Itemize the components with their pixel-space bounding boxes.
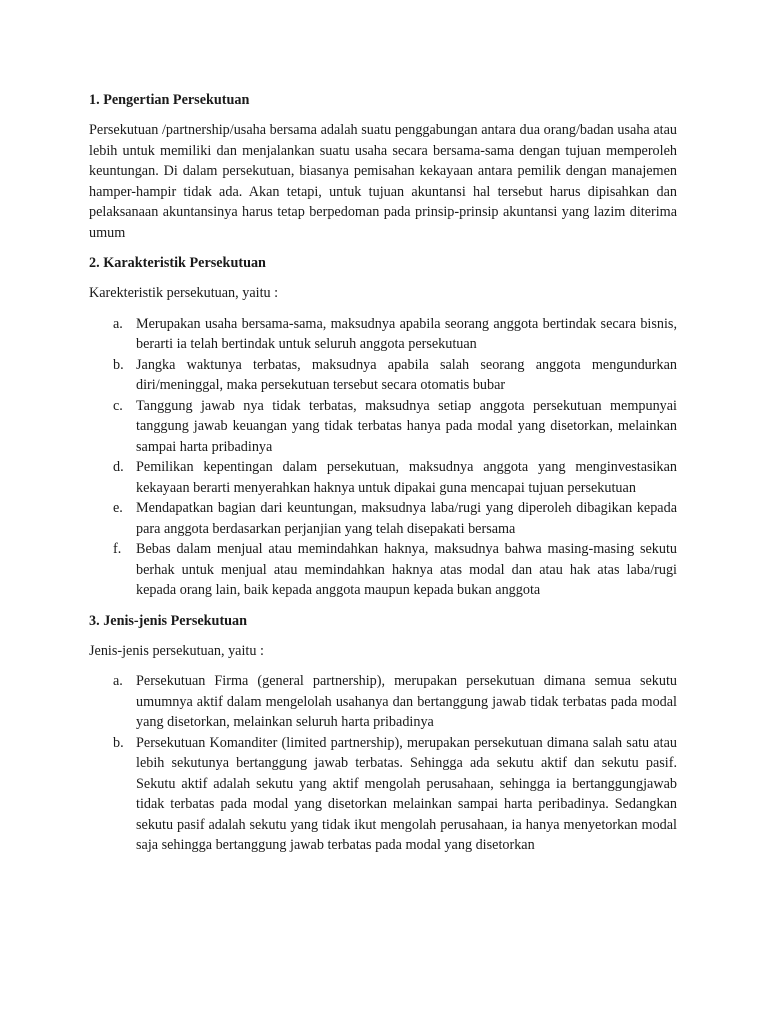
list-item — [89, 457, 677, 498]
section-intro: Karekteristik persekutuan, yaitu : — [89, 285, 279, 301]
list-marker: a. — [113, 315, 123, 332]
list-item-text: Pemilikan kepentingan dalam persekutuan, maksudnya anggota yang menginvestasikan kekayaan berarti menyerahkan haknya untuk dipakai guna mencapai tujuan persekutuan — [136, 459, 677, 496]
list-marker: a. — [113, 673, 123, 689]
list-marker: d. — [113, 459, 124, 475]
list-item — [89, 539, 677, 601]
section-pengertian — [89, 90, 677, 243]
list-item-text: Persekutuan Firma (general partnership), merupakan persekutuan dimana semua sekutu umumnya aktif dalam mengelolah usahanya dan bertanggung jawab tidak terbatas pada modal yang disetorkan, melainkan seluruh harta pribadinya — [136, 673, 677, 730]
list-item — [89, 314, 677, 355]
list-item — [89, 355, 677, 396]
list-marker: b. — [113, 734, 124, 751]
list-item-text: Persekutuan Komanditer (limited partnership), merupakan persekutuan dimana salah satu atau lebih sekutunya bertanggung jawab terbatas. Sehingga ada sekutu aktif dan sekutu pasif. Sekutu aktif adalah sekutu yang aktif mengolah perusahaan, sehingga ia bertanggungjawab tidak terbatas pada modal yang disetorkan melainkan sampai harta peribadinya. Sedangkan sekutu pasif adalah sekutu yang tidak ikut mengolah perusahaan, ia hanya menyetorkan modal saja sehingga bertanggung jawab terbatas pada modal yang disetorkan — [136, 734, 677, 853]
list-item — [89, 733, 677, 856]
characteristics-list — [89, 314, 677, 601]
section-heading: 1. Pengertian Persekutuan — [89, 92, 250, 108]
list-marker: e. — [113, 500, 123, 516]
section-paragraph: Persekutuan /partnership/usaha bersama adalah suatu penggabungan antara dua orang/badan usaha atau lebih untuk memiliki dan menjalankan suatu usaha secara bersama-sama dengan tujuan memperoleh keuntungan. Di dalam persekutuan, biasanya pemisahan kekayaan antara pemilik dengan manajemen hamper-hampir tidak ada. Akan tetapi, untuk tujuan akuntansi hal tersebut harus dipisahkan dan pelaksanaan akuntansinya harus tetap berpedoman pada prinsip-prinsip akuntansi yang lazim diterima umum — [89, 122, 677, 241]
section-intro: Jenis-jenis persekutuan, yaitu : — [89, 642, 264, 659]
section-jenis — [89, 611, 677, 856]
list-item-text: Jangka waktunya terbatas, maksudnya apabila salah seorang anggota mengundurkan diri/meninggal, maka persekutuan tersebut secara otomatis bubar — [136, 356, 677, 393]
list-item-text: Bebas dalam menjual atau memindahkan haknya, maksudnya bahwa masing-masing sekutu berhak untuk menjual atau memindahkan haknya atas modal dan atau hak atas laba/rugi kepada orang lain, baik kepada anggota maupun kepada bukan anggota — [136, 541, 677, 598]
list-item-text: Merupakan usaha bersama-sama, maksudnya apabila seorang anggota bertindak secara bisnis, berarti ia telah bertindak untuk seluruh anggota persekutuan — [136, 315, 677, 352]
types-list — [89, 671, 677, 856]
list-marker: b. — [113, 356, 124, 373]
list-marker: c. — [113, 397, 123, 414]
list-marker: f. — [113, 541, 122, 557]
section-heading: 2. Karakteristik Persekutuan — [89, 255, 266, 271]
document-page — [89, 90, 677, 866]
list-item-text: Tanggung jawab nya tidak terbatas, maksudnya setiap anggota persekutuan mempunyai tanggung jawab keuangan yang tidak terbatas hanya pada modal yang disetorkan, melainkan sampai harta pribadinya — [136, 397, 677, 455]
section-heading: 3. Jenis-jenis Persekutuan — [89, 612, 248, 629]
list-item — [89, 671, 677, 733]
list-item-text: Mendapatkan bagian dari keuntungan, maksudnya laba/rugi yang diperoleh dibagikan kepada para anggota berdasarkan perjanjian yang telah disepakati bersama — [136, 500, 677, 537]
section-karakteristik — [89, 253, 677, 601]
list-item — [89, 498, 677, 539]
list-item — [89, 396, 677, 458]
